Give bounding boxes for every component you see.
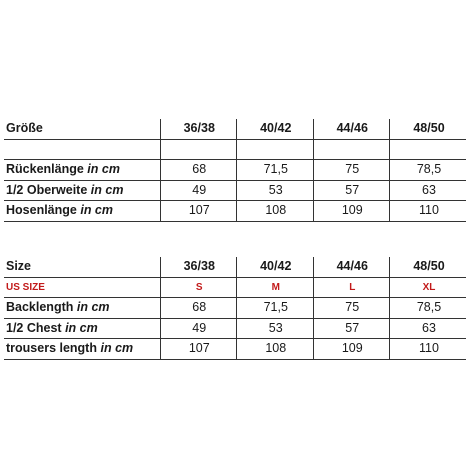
table-cell: 63 [390, 180, 467, 201]
table-cell: 75 [313, 160, 390, 181]
size-table-english [4, 257, 466, 360]
table-cell: 75 [313, 298, 390, 319]
table-header-row [4, 257, 466, 277]
table-cell: 71,5 [237, 298, 314, 319]
header-label: Größe [4, 119, 160, 139]
table-cell: 110 [390, 201, 467, 222]
table-cell: 107 [160, 339, 237, 360]
header-size: 40/42 [237, 119, 314, 139]
table-cell: 110 [390, 339, 467, 360]
table-row [4, 318, 466, 339]
header-size: 36/38 [160, 119, 237, 139]
row-label: trousers length in cm [4, 339, 160, 360]
table-cell: 68 [160, 298, 237, 319]
row-label: Backlength in cm [4, 298, 160, 319]
table-cell: 109 [313, 339, 390, 360]
table-row [4, 160, 466, 181]
row-label: 1/2 Oberweite in cm [4, 180, 160, 201]
size-table-german [4, 119, 466, 222]
table-cell: 63 [390, 318, 467, 339]
row-label: 1/2 Chest in cm [4, 318, 160, 339]
table-row [4, 180, 466, 201]
table-cell: 49 [160, 318, 237, 339]
header-size: 48/50 [390, 257, 467, 277]
table-cell: 108 [237, 201, 314, 222]
table-row [4, 298, 466, 319]
header-size: 36/38 [160, 257, 237, 277]
table-row [4, 201, 466, 222]
row-label: Rückenlänge in cm [4, 160, 160, 181]
header-size: 48/50 [390, 119, 467, 139]
table-cell: 108 [237, 339, 314, 360]
table-cell: 57 [313, 318, 390, 339]
table-cell: 53 [237, 180, 314, 201]
us-size-cell: L [313, 277, 390, 298]
table-cell: 53 [237, 318, 314, 339]
table-cell: 109 [313, 201, 390, 222]
header-size: 44/46 [313, 257, 390, 277]
header-size: 44/46 [313, 119, 390, 139]
table-cell: 49 [160, 180, 237, 201]
table-cell: 107 [160, 201, 237, 222]
us-size-cell: XL [390, 277, 467, 298]
us-size-cell: S [160, 277, 237, 298]
header-label: Size [4, 257, 160, 277]
us-size-cell: M [237, 277, 314, 298]
table-header-row [4, 119, 466, 139]
table-cell: 78,5 [390, 160, 467, 181]
table-spacer-row [4, 139, 466, 160]
row-label: Hosenlänge in cm [4, 201, 160, 222]
us-size-label: US SIZE [4, 277, 160, 298]
table-cell: 78,5 [390, 298, 467, 319]
header-size: 40/42 [237, 257, 314, 277]
table-cell: 57 [313, 180, 390, 201]
table-row [4, 339, 466, 360]
table-cell: 68 [160, 160, 237, 181]
table-cell: 71,5 [237, 160, 314, 181]
us-size-row [4, 277, 466, 298]
